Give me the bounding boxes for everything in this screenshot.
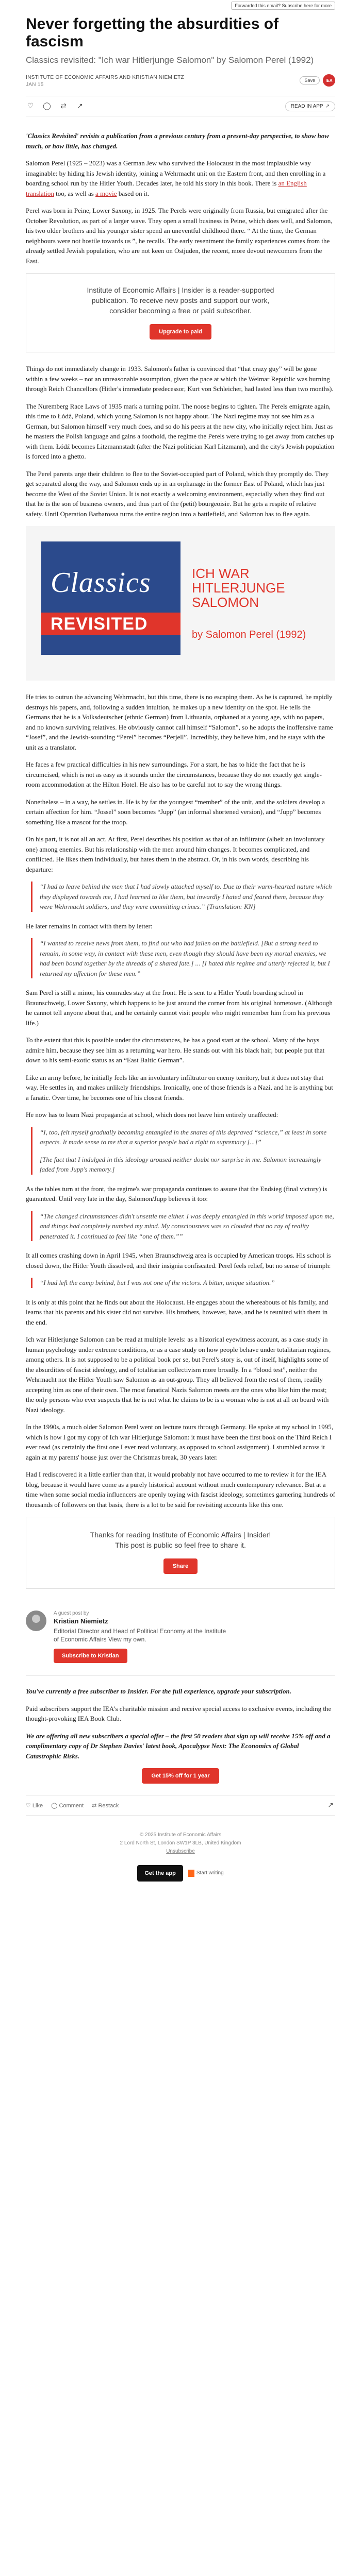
paragraph <box>26 158 335 198</box>
byline-row <box>26 74 335 89</box>
block-quote <box>31 1211 335 1242</box>
block-quote <box>31 882 335 912</box>
article-title[interactable]: Never forgetting the absurdities of fascism <box>26 15 279 50</box>
author-name[interactable]: Kristian Niemietz <box>54 1617 108 1625</box>
heart-icon[interactable]: ♡ <box>27 102 34 110</box>
unsubscribe-link[interactable]: Unsubscribe <box>166 1849 195 1854</box>
quote-text: “I, too, felt myself gradually becoming entangled in the snares of this depraved “science,” at least in some aspects. It made sense to me that a superior people had a right to supremacy [...]” <box>40 1128 327 1146</box>
like-label: Like <box>32 1802 43 1809</box>
paragraph-text: based on it. <box>117 189 150 197</box>
author-bio: Editorial Director and Head of Political Economy at the Institute of Economic Affairs View my own. <box>54 1628 226 1643</box>
like-button[interactable] <box>26 1802 43 1809</box>
footer-copyright: © 2025 Institute of Economic Affairs <box>139 1832 222 1838</box>
author-card <box>26 1601 335 1670</box>
share-box-text: Thanks for reading Institute of Economic Affairs | Insider! This post is public so feel free to share it. <box>90 1531 271 1549</box>
promo-heading: You've currently a free subscriber to Insider. For the full experience, upgrade your subscription. <box>26 1687 291 1695</box>
quote-text: “I had to leave behind the men that I had slowly attached myself to. Due to their warm-hearted nature which they displayed towards me, I had learned to like them, but inwardly I hated and feared them, because they were Wehrmacht soldiers, and they were committing crimes.” [Translation: KN] <box>40 883 332 910</box>
article-body <box>26 131 335 266</box>
footer <box>26 1831 335 1882</box>
paragraph: Sam Perel is still a minor, his comrades stay at the front. He is sent to a Hitler Youth boarding school in Braunschweig, Lower Saxony, which happens to be just around the corner from his original hometown. (Although he cannot tell anyone about that, and he certainly cannot visit people who might remember him from his previous life.) <box>26 989 333 1027</box>
paragraph: The Nuremberg Race Laws of 1935 mark a turning point. The noose begins to tighten. The Perels emigrate again, this time to Łódź, Poland, which young Salomon is not happy about. The Nazi regime may not see him as a German, but Salomon himself very much does, and so do his peers at the new city, who initially reject him. Just as he masters the Polish language and gains a foothold, the regime the Perels were trying to get away from catches up with them. Łódź becomes Litzmannstadt (after the Nazi politician Karl Litzmann), and the city's Jewish population is forced into a ghetto. <box>26 402 335 460</box>
post-actions-bottom-left <box>26 1802 119 1809</box>
promo-paragraph: Paid subscribers support the IEA's charitable mission and receive special access to exclusive events, including the thought-provoking IEA Book Club. <box>26 1704 332 1722</box>
share-button[interactable]: Share <box>163 1558 198 1574</box>
intro-text: 'Classics Revisited' revisits a publication from a previous century from a present-day perspective, to show how much, or how little, has changed. <box>26 132 329 150</box>
movie-link[interactable]: a movie <box>95 189 117 197</box>
paragraph-text: too, as well as <box>54 189 96 197</box>
comment-label: Comment <box>59 1802 84 1809</box>
footer-address: 2 Lord North St, London SW1P 3LB, United Kingdom <box>120 1840 241 1846</box>
cover-book-title: ICH WAR HITLERJUNGE SALOMON <box>192 566 285 610</box>
subscribe-box-text: Institute of Economic Affairs | Insider is a reader-supported publication. To receive new posts and support our work, consider becoming a free or paid subscriber. <box>87 286 274 315</box>
cover-classics-word: Classics <box>51 567 151 599</box>
classics-revisited-cover-image[interactable] <box>26 526 335 681</box>
quote-text: “I had left the camp behind, but I was not one of the victors. A bitter, unique situation.” <box>40 1279 275 1286</box>
restack-icon[interactable]: ⇄ <box>60 102 67 110</box>
upgrade-to-paid-button[interactable]: Upgrade to paid <box>150 324 211 340</box>
paragraph-text: Salomon Perel (1925 – 2023) was a German Jew who survived the Holocaust in the most implausible way imaginable: by hiding his Jewish identity, joining a Wehrmacht unit on the Eastern front, and then enrolling in a boarding school run by the Hitler Youth. Decades later, he told his story in this book. There is <box>26 159 326 187</box>
read-in-app-label: READ IN APP <box>290 103 323 109</box>
restack-button[interactable] <box>92 1802 119 1809</box>
get-discount-button[interactable]: Get 15% off for 1 year <box>142 1768 219 1784</box>
author-info <box>54 1611 229 1663</box>
post-actions-top <box>26 96 335 116</box>
block-quote <box>31 1278 335 1288</box>
cover-revisited-word: REVISITED <box>41 613 180 635</box>
get-the-app-button[interactable]: Get the app <box>137 1865 183 1882</box>
paragraph: As the tables turn at the front, the regime's war propaganda continues to assure that the Endsieg (final victory) is guaranteed. Until very late in the day, Salomon/Jupp believes it too: <box>26 1184 327 1202</box>
paragraph: It is only at this point that he finds out about the Holocaust. He engages about the whereabouts of his family, and learns that his parents and his sister did not survive. His brothers, however, have, and he is reunited with them in the end. <box>26 1298 329 1326</box>
promo-section <box>26 1675 335 1784</box>
cover-book-author: by Salomon Perel (1992) <box>192 629 306 640</box>
article-body-continued <box>26 364 335 519</box>
paragraph: He faces a few practical difficulties in his new surroundings. For a start, he has to hide the fact that he is circumcised, which is not as easy as it sounds under the circumstances, because they do not exactly get single-room accommodation at the Hilton Hotel. He also has to be careful not to say the wrong things. <box>26 760 322 788</box>
article-body-main <box>26 692 335 1510</box>
content-column <box>26 15 335 1882</box>
quote-text: “I wanted to receive news from them, to find out who had fallen on the battlefield. [But a strong need to remain, in some way, in contact with these men, even though they should have been my mortal enemies, we had been bound together by the threads of a shared fate.] ... [I hated this regime and utterly rejected it, but I returned my affection for these men.” <box>40 939 330 977</box>
footer-app-row <box>26 1865 335 1882</box>
forwarded-subscribe-link[interactable]: Forwarded this email? Subscribe here for more <box>231 2 335 10</box>
block-quote <box>31 938 335 978</box>
footer-links <box>26 1848 335 1856</box>
paragraph: Things do not immediately change in 1933. Salomon's father is convinced that “that crazy guy” will be gone within a few weeks – not an unreasonable assumption, given the pace at which the Weimar Republic was burning through Reich Chancellors (Hitler's immediate predecessor, Kurt von Schleicher, had lasted less than two months). <box>26 365 334 393</box>
promo-offer: We are offering all new subscribers a special offer – the first 50 readers that sign up will receive 15% off and a complimentary copy of Dr Stephen Davies' latest book, Apocalypse Next: The Economics of Global Catastrophic Risks. <box>26 1732 331 1760</box>
cover-blue-panel <box>41 541 180 655</box>
article-subtitle: Classics revisited: "Ich war Hitlerjunge Salomon" by Salomon Perel (1992) <box>26 55 314 65</box>
share-box <box>26 1517 335 1589</box>
block-quote <box>31 1127 335 1175</box>
paragraph: To the extent that this is possible under the circumstances, he has a good start at the school. Many of the boys admire him, because they see him as a returning war hero. He stands out with his black hair, but people put that down to his semi-exotic status as an “East Baltic German”. <box>26 1036 325 1064</box>
paragraph: He later remains in contact with them by letter: <box>26 922 153 930</box>
subscribe-to-author-button[interactable]: Subscribe to Kristian <box>54 1649 127 1663</box>
save-button[interactable]: Save <box>300 76 320 84</box>
restack-icon: ⇄ <box>92 1802 99 1809</box>
external-arrow-icon: ↗ <box>325 103 330 109</box>
quote-text: [The fact that I indulged in this ideology aroused neither doubt nor surprise in me. Salomon increasingly faded from Jupp's memory.] <box>40 1155 322 1173</box>
start-writing-label: Start writing <box>196 1870 224 1876</box>
paragraph: Had I rediscovered it a little earlier than that, it would probably not have occurred to me to review it for the IEA blog, because it would have come as a purely historical account without much contemporary relevance. But at a time when some social media influencers are openly toying with fascist ideology, sometimes garnering hundreds of thousands of followers on that basis, there is a lot to be said for revisiting accounts like this one. <box>26 1470 335 1509</box>
restack-label: Restack <box>98 1802 119 1809</box>
post-actions-bottom <box>26 1795 335 1816</box>
paragraph: Like an army before, he initially feels like an involuntary infiltrator on enemy territory, but it does not stay that way. He settles in, and makes unlikely friendships. Ironically, one of those friends is a Nazi, and he is anything but a fanatic. Over time, he becomes one of his closest friends. <box>26 1073 333 1101</box>
paragraph: He tries to outrun the advancing Wehrmacht, but this time, there is no escaping them. As he is captured, he rapidly destroys his papers, and, following a sudden intuition, he makes up a new identity on the spot. He tells the Germans that he is a Volksdeutscher (ethnic German) from Lithuania, orphaned at a young age, with no papers, and no known surviving relatives. He obviously cannot call himself “Salomon”, so he adopts the inoffensive name “Josef”, and the Jewish-sounding “Perel” becomes “Perjell”. Incredibly, they believe him, and he stays with the unit as a translator. <box>26 693 333 751</box>
share-icon[interactable]: ↗ <box>77 102 83 110</box>
quote-text: “The changed circumstances didn't unsettle me either. I was deeply entangled in this world imposed upon me, and things had completely numbed my mind. My consciousness was so clouded that no ray of reality penetrated it. I continued to feel like “one of them.”” <box>40 1212 334 1240</box>
paragraph: The Perel parents urge their children to flee to the Soviet-occupied part of Poland, which they promptly do. They get separated along the way, and Salomon ends up in an orphanage in the former East of Poland, which has just become the West of the Soviet Union. It is not exactly a welcoming environment, especially when they find out that he is the son of business owners, and thus part of the (petit) bourgeoisie. But he gets a respite of relative safety. Until Operation Barbarossa turns the entire region into a battlefield, and Salomon has to flee again. <box>26 469 329 518</box>
paragraph: On his part, it is not all an act. At first, Perel describes his position as that of an infiltrator (albeit an involuntary one) among enemies. But his relationship with the men around him changes. It becomes complicated, and conflicted. He likes them individually, but hates them in the abstract. Or, in his own words, describing his departure: <box>26 835 325 873</box>
paragraph: It all comes crashing down in April 1945, when Braunschweig area is occupied by American troops. His school is closed down, the Hitler Youth dissolved, and their insignia confiscated. Perel feels relief, but no sense of triumph: <box>26 1251 331 1269</box>
share-icon[interactable]: ↗ <box>327 1801 334 1809</box>
english-translation-link[interactable]: an English translation <box>26 179 307 197</box>
heart-icon: ♡ <box>26 1802 32 1809</box>
paragraph: Perel was born in Peine, Lower Saxony, in 1925. The Perels were originally from Russia, but emigrated after the October Revolution, as part of a larger wave. They open a small business in Peine, which does well, and Salomon, his two older brothers and his younger sister spend an uneventful childhood there. “ At the time, the German neighbours were not hostile towards us ”, he recalls. The early resentment the family experiences comes from the already settled Jewish population, who are not keen on Ostjuden, the recent, more devout newcomers from the East. <box>26 207 333 265</box>
paragraph: Nonetheless – in a way, he settles in. He is by far the youngest “member” of the unit, and the soldiers develop a certain affection for him. “Jossel” soon becomes “Jupp” (an informal shortened version), and “Jupp” becomes something like a mascot for the troop. <box>26 798 325 826</box>
subscribe-box <box>26 273 335 352</box>
comment-button[interactable] <box>51 1802 84 1809</box>
publication-name[interactable]: INSTITUTE OF ECONOMIC AFFAIRS AND KRISTIAN NIEMIETZ <box>26 75 184 80</box>
paragraph: Ich war Hitlerjunge Salomon can be read at multiple levels: as a historical eyewitness account, as a case study in human psychology under extreme conditions, or as a case study on how people behave under totalitarian regimes, among others. It is not supposed to be a political book per se, but Perel's story is, out of itself, highlights some of the absurdities of fascist ideology, and of totalitarian collectivism more broadly. In a “blood test”, neither the Wehrmacht nor the Hitler Youth saw Salomon as an out-group. They all believed from the rest of them, readily accepting him as one of their own. The most fanatical Nazis Salomon meets are the ones who like him the most; the only persons who ever suspects that he is not what he claims to be is a woman who is not at all on board with Nazi ideology. <box>26 1335 331 1414</box>
publication-logo[interactable]: IEA <box>323 74 335 87</box>
top-banner <box>0 0 361 11</box>
guest-post-label: A guest post by <box>54 1611 89 1616</box>
promo-button-wrap <box>26 1768 335 1784</box>
substack-logo-icon <box>188 1870 194 1877</box>
post-actions-icons <box>26 101 85 111</box>
comment-icon: ◯ <box>51 1802 59 1809</box>
post-date: JAN 15 <box>26 82 44 88</box>
byline <box>26 74 184 89</box>
read-in-app-button[interactable] <box>285 101 335 111</box>
paragraph: In the 1990s, a much older Salomon Perel went on lecture tours through Germany. He spoke at my school in 1995, which is how I got my copy of Ich war Hitlerjunge Salomon: it must have been the first book on the Third Reich I ever read (as certainly the first one I ever read voluntary, as opposed to school assignment). I stumbled across it again at my parents' house just over the Christmas break, 30 years later. <box>26 1423 333 1461</box>
paragraph <box>26 131 335 151</box>
byline-actions <box>300 74 335 87</box>
comment-icon[interactable]: ◯ <box>43 102 51 110</box>
paragraph: He now has to learn Nazi propaganda at school, which does not leave him entirely unaffected: <box>26 1111 278 1118</box>
avatar[interactable] <box>26 1611 46 1631</box>
start-writing-link[interactable] <box>188 1869 224 1877</box>
